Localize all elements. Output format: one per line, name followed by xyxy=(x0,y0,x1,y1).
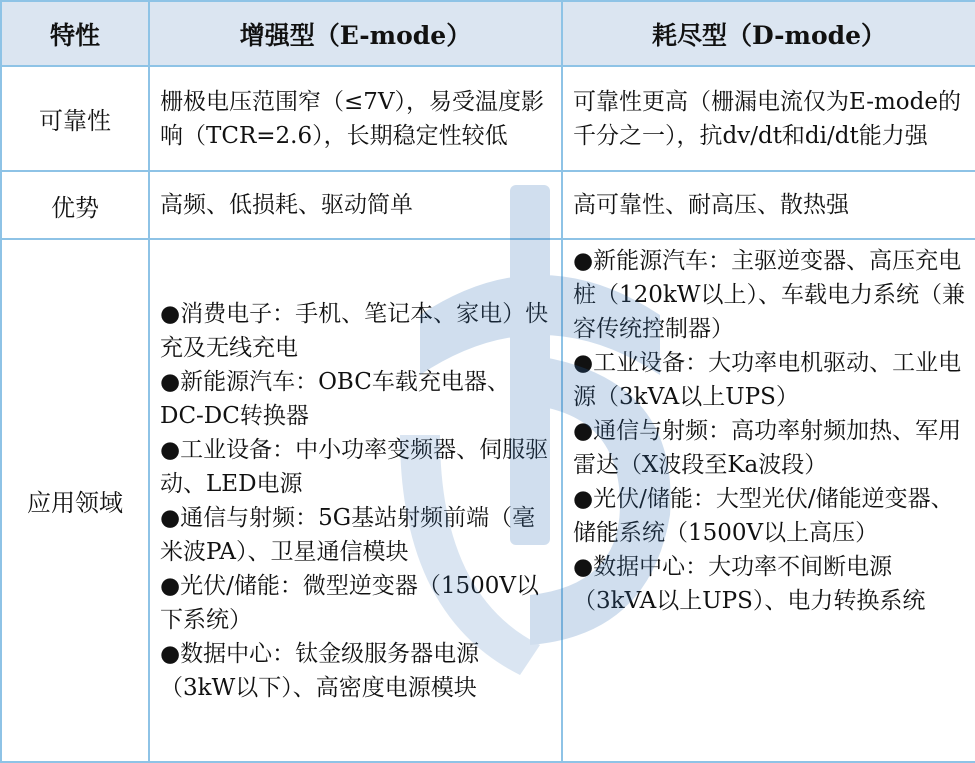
list-item: ●通信与射频：高功率射频加热、军用雷达（X波段至Ka波段） xyxy=(573,418,962,478)
cell-e-mode-applications xyxy=(149,239,562,762)
cell-e-mode-advantage: 高频、低损耗、驱动简单 xyxy=(149,171,562,239)
list-item: ●光伏/储能：大型光伏/储能逆变器、储能系统（1500V以上高压） xyxy=(573,486,954,546)
list-item: ●数据中心：钛金级服务器电源（3kW以下）、高密度电源模块 xyxy=(160,640,480,701)
header-row xyxy=(1,1,975,66)
row-reliability xyxy=(1,66,975,171)
header-e-mode: 增强型（E-mode） xyxy=(149,1,562,66)
list-item: ●光伏/储能：微型逆变器（1500V以下系统） xyxy=(160,572,539,633)
cell-e-mode-reliability: 栅极电压范围窄（≤7V），易受温度影响（TCR=2.6），长期稳定性较低 xyxy=(149,66,562,171)
list-item: ●新能源汽车：OBC车载充电器、DC-DC转换器 xyxy=(160,368,510,429)
cell-d-mode-advantage: 高可靠性、耐高压、散热强 xyxy=(562,171,975,239)
row-advantage xyxy=(1,171,975,239)
header-d-mode: 耗尽型（D-mode） xyxy=(562,1,975,66)
list-item: ●新能源汽车：主驱逆变器、高压充电桩（120kW以上）、车载电力系统（兼容传统控制器） xyxy=(573,248,965,342)
list-item: ●通信与射频：5G基站射频前端（毫米波PA）、卫星通信模块 xyxy=(160,504,536,565)
list-item: ●工业设备：中小功率变频器、伺服驱动、LED电源 xyxy=(160,436,549,497)
row-label-applications: 应用领域 xyxy=(1,239,149,762)
list-item: ●消费电子：手机、笔记本、家电）快充及无线充电 xyxy=(160,300,549,361)
row-applications xyxy=(1,239,975,762)
list-item: ●数据中心：大功率不间断电源（3kVA以上UPS）、电力转换系统 xyxy=(573,554,926,614)
row-label-advantage: 优势 xyxy=(1,171,149,239)
cell-d-mode-applications xyxy=(562,239,975,762)
row-label-reliability: 可靠性 xyxy=(1,66,149,171)
header-characteristic: 特性 xyxy=(1,1,149,66)
cell-d-mode-reliability: 可靠性更高（栅漏电流仅为E-mode的千分之一），抗dv/dt和di/dt能力强 xyxy=(562,66,975,171)
list-item: ●工业设备：大功率电机驱动、工业电源（3kVA以上UPS） xyxy=(573,350,962,410)
